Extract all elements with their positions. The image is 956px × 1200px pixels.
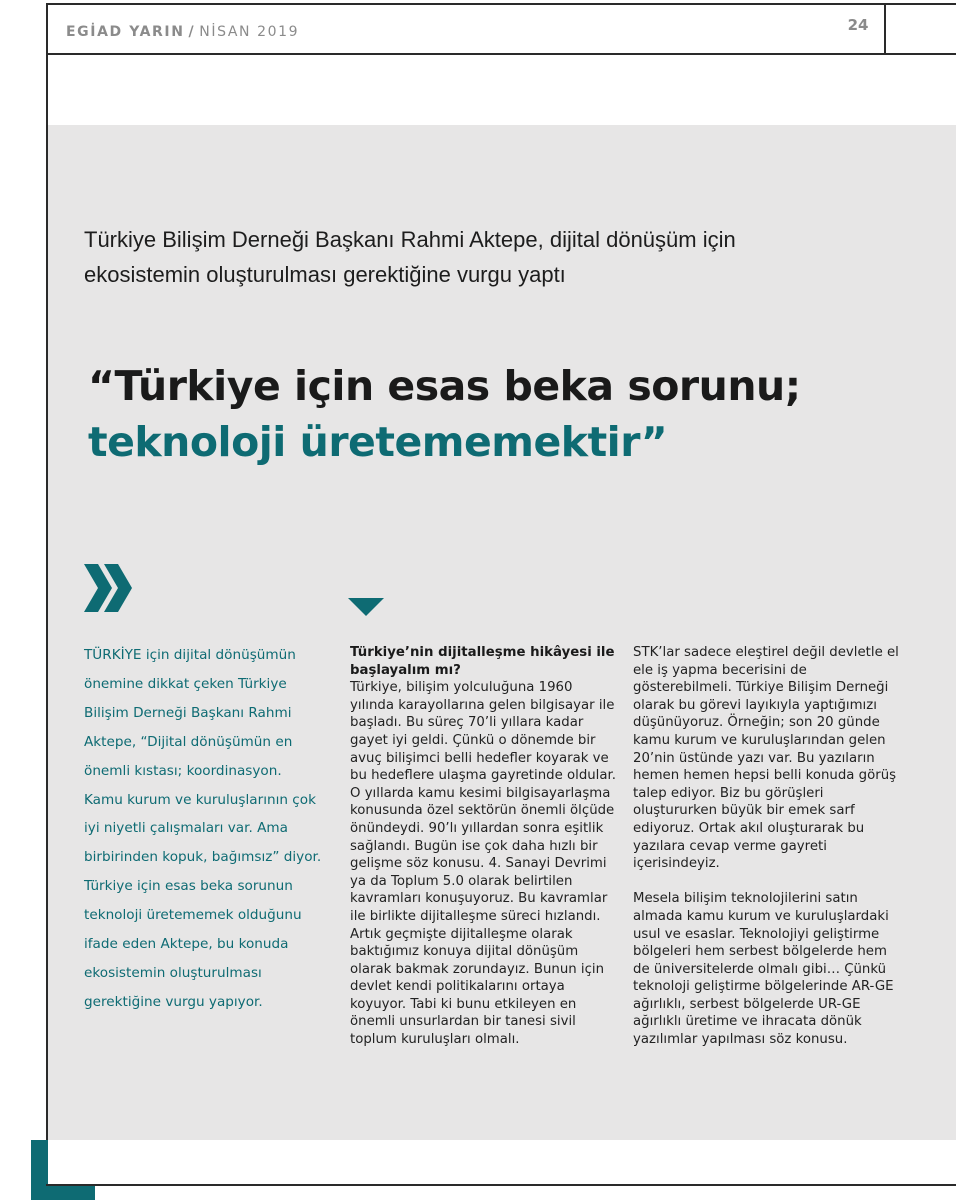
paragraph-spacer	[633, 873, 903, 891]
article-column-middle	[350, 644, 618, 1049]
page-number: 24	[847, 16, 869, 34]
issue-date: NİSAN 2019	[199, 24, 300, 40]
triangle-down-icon	[348, 598, 384, 616]
interview-question: Türkiye’nin dijitalleşme hikâyesi ile başlayalım mı?	[350, 645, 615, 678]
running-header	[66, 24, 299, 40]
article-title	[88, 358, 908, 470]
publication-name: EGİAD YARIN	[66, 24, 185, 40]
article-column-right	[633, 644, 903, 1049]
interview-answer-2: STK’lar sadece eleştirel değil devletle el ele iş yapma becerisini de gösterebilmeli. Türkiye Bilişim Derneği olarak bu görevi layıkıyla yaptığımızı düşünüyoruz. Örneğin; son 20 günde kamu kurum ve kuruluşlarından gelen 20’nin üstünde yazı var. Bu yazıların hemen hemen hepsi belli konuda görüş talep ediyor. Biz bu görüşleri oluştururken büyük bir emek sarf ediyoruz. Ortak akıl oluşturarak bu yazılara cevap verme gayreti içerisindeyiz.	[633, 645, 899, 872]
title-line-1: “Türkiye için esas beka sorunu;	[88, 362, 801, 410]
title-line-2: teknoloji üretememektir”	[88, 418, 668, 466]
bottom-rule	[46, 1184, 956, 1186]
interview-answer-3: Mesela bilişim teknolojilerini satın almada kamu kurum ve kuruluşlardaki usul ve esaslar. Teknolojiyi geliştirme bölgeleri hem serbest bölgelerde hem de üniversitelerde olmalı gibi… Çünkü teknoloji geliştirme bölgelerinde AR-GE ağırlıklı, serbest bölgelerde UR-GE ağırlıklı üretime ve ihracata dönük yazılımlar yapılması söz konusu.	[633, 891, 894, 1048]
header-separator: /	[188, 24, 196, 40]
page-number-divider	[884, 3, 886, 55]
article-deck: Türkiye Bilişim Derneği Başkanı Rahmi Aktepe, dijital dönüşüm için ekosistemin oluşturulması gerektiğine vurgu yaptı	[84, 227, 736, 287]
corner-accent-mask	[48, 1140, 95, 1184]
interview-answer-1: Türkiye, bilişim yolculuğuna 1960 yılında karayollarına gelen bilgisayar ile başladı. Bu süreç 70’li yıllara kadar gayet iyi geldi. Çünkü o dönemde bir avuç bilişimci belli hedefler koyarak ve bu hedeflere ulaşma gayretinde oldular. O yıllarda kamu kesimi bilgisayarlaşma konusunda özel sektörün önemli ölçüde önündeydi. 90’lı yıllardan sonra eşitlik sağlandı. Bugün ise çok daha hızlı bir gelişme söz konusu. 4. Sanayi Devrimi ya da Toplum 5.0 olarak belirtilen kavramları konuşuyoruz. Bu kavramlar ile birlikte dijitalleşme süreci hızlandı. Artık geçmişte dijitalleşme olarak baktığımız konuya dijital dönüşüm olarak bakmak zorundayız. Bunun için devlet kendi politikalarını ortaya koyuyor. Tabi ki bunu etkileyen en önemli unsurlardan bir tanesi sivil toplum kuruluşları olmalı.	[350, 680, 616, 1048]
double-chevron-icon	[84, 564, 134, 612]
intro-paragraph: TÜRKİYE için dijital dönüşümün önemine dikkat çeken Türkiye Bilişim Derneği Başkanı Rahmi Aktepe, “Dijital dönüşümün en önemli kıstası; koordinasyon. Kamu kurum ve kuruluşlarının çok iyi niyetli çalışmaları var. Ama birbirinden kopuk, bağımsız” diyor. Türkiye için esas beka sorunun teknoloji üretememek olduğunu ifade eden Aktepe, bu konuda ekosistemin oluşturulması gerektiğine vurgu yapıyor.	[84, 647, 322, 1010]
